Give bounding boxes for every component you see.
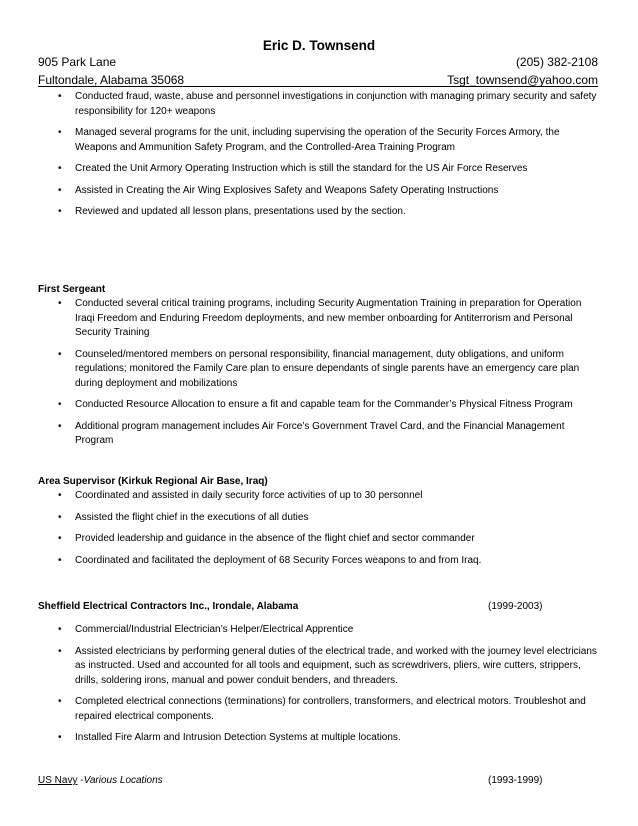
employment-dates: (1993-1999): [488, 775, 543, 786]
bullet-text: Assisted in Creating the Air Wing Explosives Safety and Weapons Safety Operating Instructions: [75, 184, 499, 196]
navy-location: Various Locations: [83, 775, 163, 786]
bullet-icon: •: [58, 399, 62, 410]
bullet-icon: •: [58, 533, 62, 544]
section-heading: [38, 774, 600, 788]
intro-bullet-list: [38, 90, 600, 220]
bullet-text: Managed several programs for the unit, including supervising the operation of the Security Forces Armory, the Weapons and Ammunition Safety Program, and the Controlled-Area Training Program: [75, 127, 560, 153]
sheffield-bullet-list: [38, 623, 600, 746]
section-title: Sheffield Electrical Contractors Inc., Irondale, Alabama: [38, 601, 299, 612]
bullet-text: Provided leadership and guidance in the absence of the flight chief and sector commander: [75, 533, 475, 544]
list-item: [38, 297, 600, 341]
bullet-icon: •: [58, 624, 62, 635]
bullet-icon: •: [58, 163, 62, 174]
bullet-text: Assisted electricians by performing general duties of the electrical trade, and worked with the journey level electricians as instructed. Used and accounted for all tools and equipment, such as screwdrivers, pliers, wire cutters, strippers, drills, soldering irons, manual and power conduit benders, and threaders.: [75, 645, 597, 686]
list-item: [38, 126, 600, 155]
address-line-1: 905 Park Lane: [38, 55, 117, 69]
area-supervisor-bullet-list: [38, 489, 600, 568]
bullet-icon: •: [58, 206, 62, 217]
section-heading: [38, 475, 600, 489]
header-divider: [38, 86, 598, 87]
bullet-icon: •: [58, 696, 62, 707]
bullet-icon: •: [58, 298, 62, 309]
bullet-icon: •: [58, 348, 62, 360]
list-item: [38, 162, 600, 177]
list-item: [38, 90, 600, 119]
bullet-text: Counseled/mentored members on personal responsibility, financial management, duty obligations, and uniform regulations; monitored the Family Care plan to ensure dependants of single parents have an emergency care plan during deployment and mobilizations: [75, 348, 580, 389]
section-heading: [38, 283, 600, 297]
address-line-2: Fultondale, Alabama 35068: [38, 73, 185, 87]
bullet-icon: •: [58, 184, 62, 196]
list-item: [38, 420, 600, 449]
intro-section: [38, 90, 600, 227]
bullet-text: Conducted fraud, waste, abuse and personnel investigations in conjunction with managing primary security and safety responsibility for 120+ weapons: [75, 91, 597, 117]
bullet-text: Created the Unit Armory Operating Instruction which is still the standard for the US Air Force Reserves: [75, 163, 528, 174]
section-title: First Sergeant: [38, 284, 106, 295]
bullet-text: Additional program management includes Air Force’s Government Travel Card, and the Financial Management Program: [75, 420, 565, 446]
section-title: Area Supervisor (Kirkuk Regional Air Base, Iraq): [38, 476, 268, 487]
area-supervisor-section: [38, 475, 600, 575]
bullet-text: Assisted the flight chief in the executions of all duties: [75, 511, 309, 523]
first-sergeant-bullet-list: [38, 297, 600, 449]
phone-number: (205) 382-2108: [515, 55, 598, 69]
list-item: [38, 184, 600, 199]
email-address: Tsgt_townsend@yahoo.com: [447, 73, 598, 87]
bullet-icon: •: [58, 91, 62, 102]
list-item: [38, 348, 600, 392]
bullet-text: Coordinated and assisted in daily security force activities of up to 30 personnel: [75, 490, 423, 501]
sheffield-section: [38, 600, 600, 753]
list-item: [38, 554, 600, 569]
navy-separator: -: [77, 775, 84, 786]
first-sergeant-section: [38, 283, 600, 456]
list-item: [38, 511, 600, 526]
bullet-text: Completed electrical connections (terminations) for controllers, transformers, and electrical motors. Troubleshot and repaired electrical components.: [75, 696, 586, 722]
list-item: [38, 532, 600, 547]
navy-section: [38, 774, 600, 788]
list-item: [38, 489, 600, 504]
bullet-icon: •: [58, 490, 62, 501]
bullet-text: Reviewed and updated all lesson plans, presentations used by the section.: [75, 206, 406, 217]
navy-org: US Navy: [38, 775, 78, 786]
list-item: [38, 205, 600, 220]
list-item: [38, 695, 600, 724]
bullet-icon: •: [58, 645, 62, 657]
bullet-icon: •: [58, 732, 62, 743]
bullet-icon: •: [58, 511, 62, 523]
list-item: [38, 398, 600, 413]
list-item: [38, 731, 600, 746]
bullet-icon: •: [58, 420, 62, 432]
resume-name: Eric D. Townsend: [262, 38, 376, 53]
employment-dates: (1999-2003): [488, 601, 543, 612]
bullet-text: Coordinated and facilitated the deployment of 68 Security Forces weapons to and from Iraq.: [75, 554, 482, 566]
bullet-text: Conducted several critical training programs, including Security Augmentation Training in preparation for Operation Iraqi Freedom and Enduring Freedom deployments, and new member onboarding for Antiterrorism and Personal Security Training: [75, 298, 582, 338]
bullet-text: Commercial/Industrial Electrician’s Helper/Electrical Apprentice: [75, 624, 354, 635]
section-heading: [38, 600, 600, 614]
bullet-text: Conducted Resource Allocation to ensure a fit and capable team for the Commander’s Physical Fitness Program: [75, 399, 573, 410]
bullet-icon: •: [58, 554, 62, 566]
bullet-text: Installed Fire Alarm and Intrusion Detection Systems at multiple locations.: [75, 732, 401, 743]
bullet-icon: •: [58, 127, 62, 138]
list-item: [38, 645, 600, 689]
list-item: [38, 623, 600, 638]
